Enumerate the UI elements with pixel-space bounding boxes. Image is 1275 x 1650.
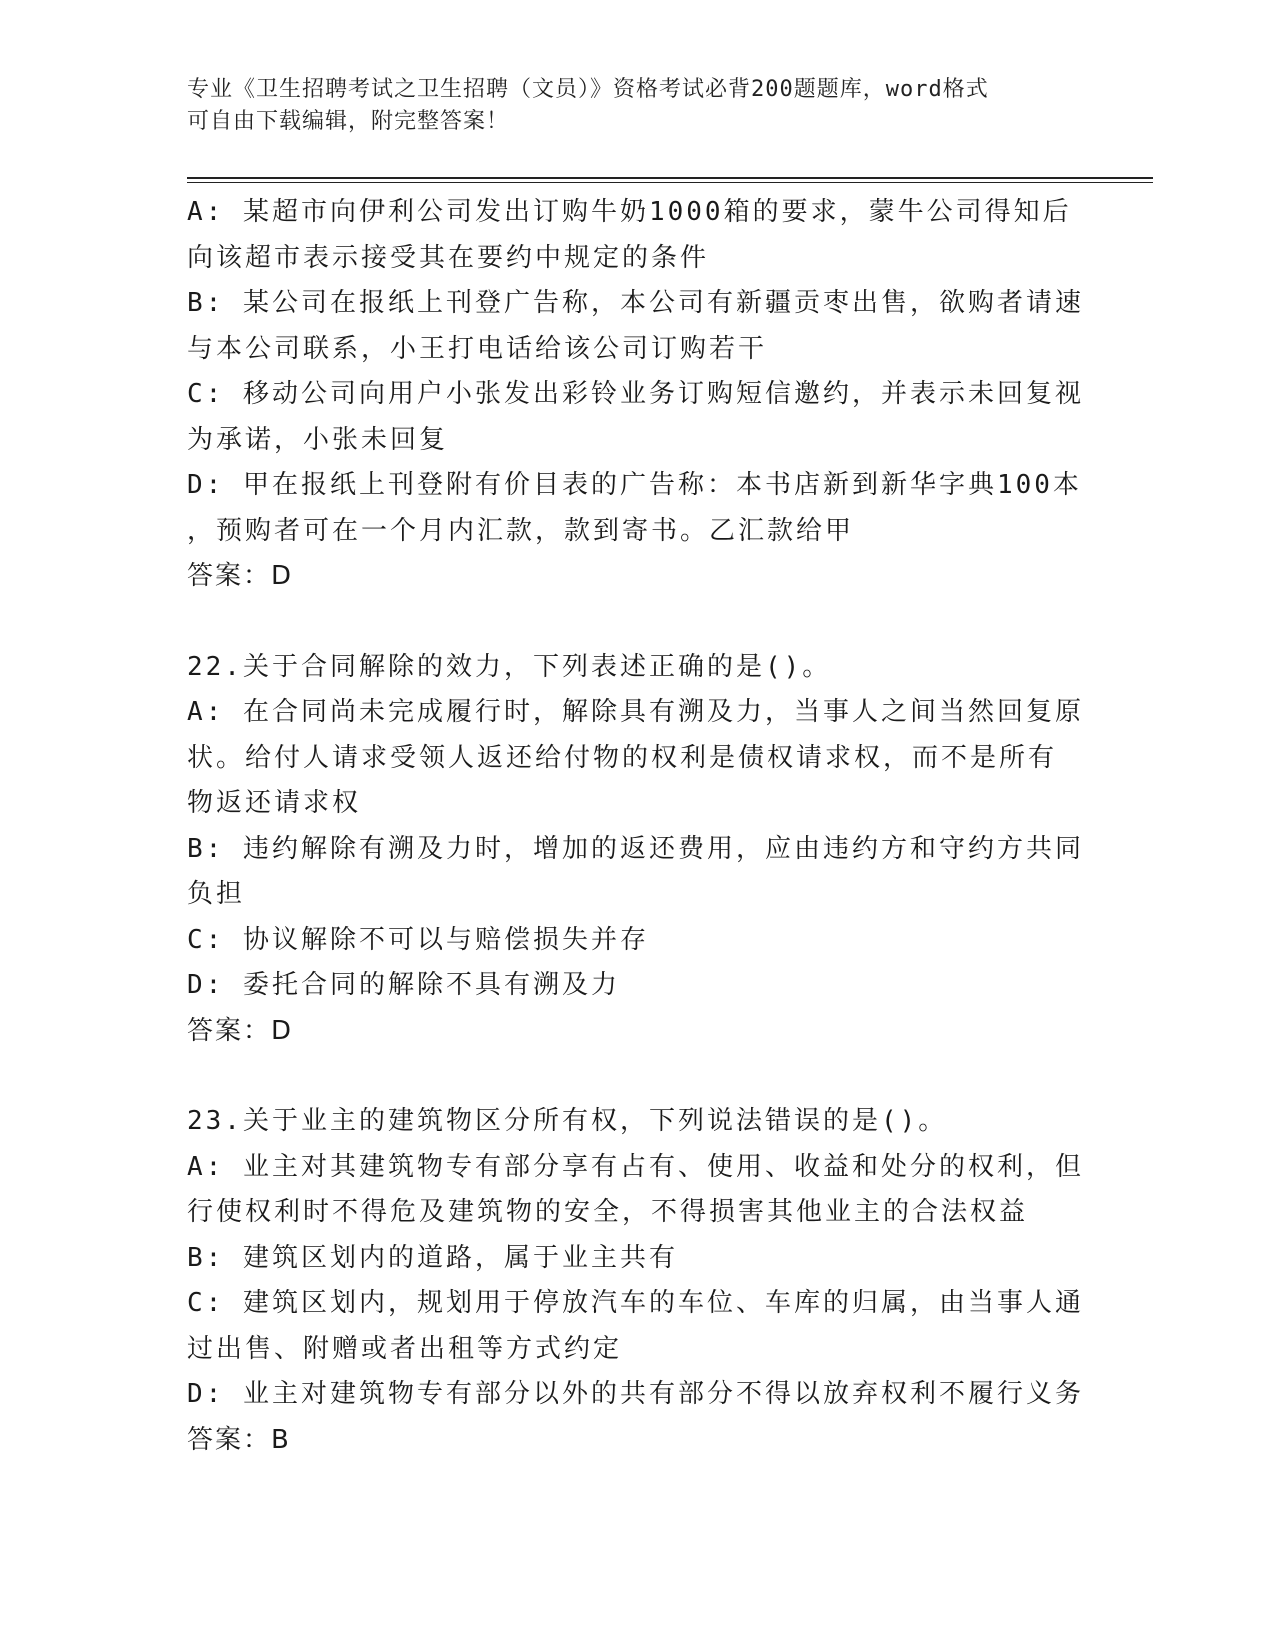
option-b-line: 负担 [187, 879, 246, 909]
document-header [187, 74, 1067, 138]
option-a-line: 向该超市表示接受其在要约中规定的条件 [187, 242, 710, 273]
question-text: 22.关于合同解除的效力，下列表述正确的是()。 [187, 651, 832, 682]
option-b-line: B: 某公司在报纸上刊登广告称，本公司有新疆贡枣出售，欲购者请速 [187, 288, 1084, 318]
option-a-line: 行使权利时不得危及建筑物的安全，不得损害其他业主的合法权益 [187, 1197, 1029, 1227]
header-divider-thick [187, 177, 1153, 179]
option-d-line: D: 业主对建筑物专有部分以外的共有部分不得以放弃权利不履行义务 [187, 1379, 1084, 1409]
header-divider-thin [187, 182, 1153, 183]
option-a-line: A: 业主对其建筑物专有部分享有占有、使用、收益和处分的权利，但 [187, 1151, 1084, 1182]
option-c-line: 为承诺，小张未回复 [187, 424, 449, 455]
document-body [187, 190, 1084, 1463]
question-23-block [187, 1099, 1084, 1463]
answer-label: 答案：D [187, 1015, 294, 1046]
option-b-line: 与本公司联系，小王打电话给该公司订购若干 [187, 333, 768, 364]
option-c-line: C: 建筑区划内，规划用于停放汽车的车位、车库的归属，由当事人通 [187, 1288, 1084, 1318]
header-line-1: 专业《卫生招聘考试之卫生招聘（文员）》资格考试必背200题题库，word格式 [187, 77, 989, 102]
option-c-line: C: 协议解除不可以与赔偿损失并存 [187, 924, 649, 955]
option-d-line: ，预购者可在一个月内汇款，款到寄书。乙汇款给甲 [187, 515, 855, 546]
question-22-block [187, 645, 1084, 1055]
option-a-line: 物返还请求权 [187, 788, 362, 818]
header-line-2: 可自由下载编辑，附完整答案！ [187, 109, 510, 134]
option-d-line: D: 甲在报纸上刊登附有价目表的广告称：本书店新到新华字典100本 [187, 470, 1082, 500]
option-a-line: A: 某超市向伊利公司发出订购牛奶1000箱的要求，蒙牛公司得知后 [187, 197, 1072, 227]
answer-label: 答案：D [187, 561, 294, 591]
option-a-line: 状。给付人请求受领人返还给付物的权利是债权请求权，而不是所有 [187, 742, 1058, 773]
question-21-block [187, 190, 1084, 600]
answer-label: 答案：B [187, 1424, 291, 1455]
spacer [187, 600, 1077, 645]
option-c-line: C: 移动公司向用户小张发出彩铃业务订购短信邀约，并表示未回复视 [187, 379, 1084, 409]
option-d-line: D: 委托合同的解除不具有溯及力 [187, 970, 620, 1000]
option-b-line: B: 违约解除有溯及力时，增加的返还费用，应由违约方和守约方共同 [187, 833, 1084, 864]
option-a-line: A: 在合同尚未完成履行时，解除具有溯及力，当事人之间当然回复原 [187, 697, 1084, 727]
question-text: 23.关于业主的建筑物区分所有权，下列说法错误的是()。 [187, 1106, 948, 1136]
option-b-line: B: 建筑区划内的道路，属于业主共有 [187, 1242, 678, 1273]
spacer [187, 1054, 1077, 1099]
option-c-line: 过出售、附赠或者出租等方式约定 [187, 1333, 623, 1364]
